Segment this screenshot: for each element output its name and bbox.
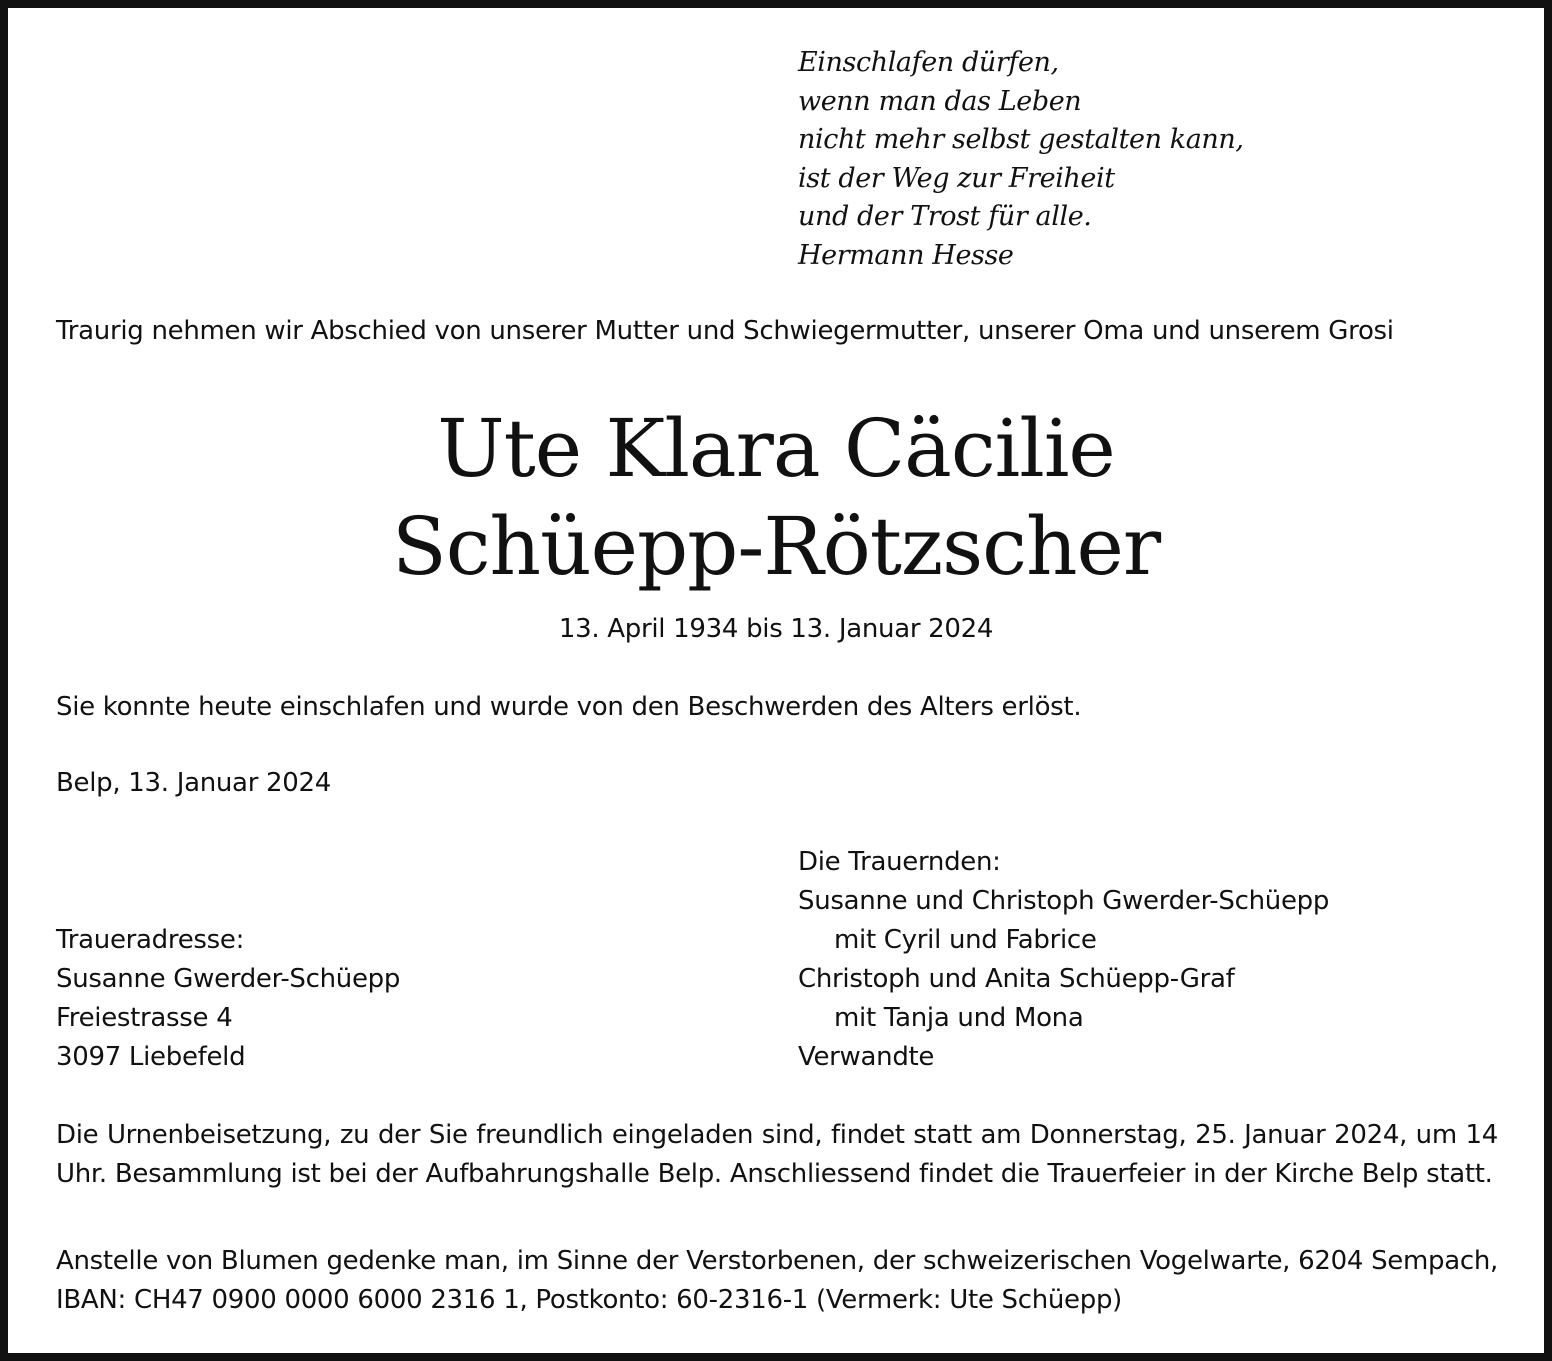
poem-author: Hermann Hesse	[798, 239, 1014, 271]
poem-line: wenn man das Leben	[798, 85, 1082, 117]
intro-text: Traurig nehmen wir Abschied von unserer Mutter und Schwiegermutter, unserer Oma und unserem Grosi	[56, 316, 1394, 346]
mourner-line: Christoph und Anita Schüepp-Graf	[798, 964, 1235, 994]
mourning-address-name: Susanne Gwerder-Schüepp	[56, 964, 401, 994]
poem-line: Einschlafen dürfen,	[798, 47, 1059, 78]
life-dates: 13. April 1934 bis 13. Januar 2024	[558, 614, 994, 644]
mourner-line: Susanne und Christoph Gwerder-Schüepp	[798, 886, 1330, 916]
place-date: Belp, 13. Januar 2024	[56, 768, 332, 798]
poem-block	[798, 44, 1244, 275]
burial-notice: Die Urnenbeisetzung, zu der Sie freundlich eingeladen sind, findet statt am Donnerstag, 25. Januar 2024, um 14 Uhr. Besammlung ist bei der Aufbahrungshalle Belp. Anschliessend findet die Trauerfeier in der Kirche Belp statt.	[56, 1120, 1498, 1189]
mourning-address-street: Freiestrasse 4	[56, 1003, 233, 1033]
mourners-list	[798, 843, 1329, 1077]
deceased-first-names: Ute Klara Cäcilie	[437, 402, 1115, 495]
mourning-address-heading: Traueradresse:	[56, 925, 245, 955]
poem-line: nicht mehr selbst gestalten kann,	[798, 124, 1244, 155]
mourning-address-city: 3097 Liebefeld	[56, 1042, 246, 1072]
donation-notice: Anstelle von Blumen gedenke man, im Sinne der Verstorbenen, der schweizerischen Vogelwarte, 6204 Sempach, IBAN: CH47 0900 0000 6000 2316 1, Postkonto: 60-2316-1 (Vermerk: Ute Schüepp)	[56, 1246, 1498, 1315]
deceased-surname: Schüepp-Rötzscher	[391, 500, 1161, 593]
relief-text: Sie konnte heute einschlafen und wurde von den Beschwerden des Alters erlöst.	[56, 692, 1082, 722]
mourning-address	[56, 921, 400, 1077]
mourner-line: mit Tanja und Mona	[834, 1003, 1084, 1033]
mourner-line: mit Cyril und Fabrice	[834, 925, 1097, 955]
mourner-line: Verwandte	[798, 1042, 935, 1072]
poem-line: ist der Weg zur Freiheit	[798, 162, 1115, 194]
poem-line: und der Trost für alle.	[798, 201, 1092, 232]
mourners-heading: Die Trauernden:	[798, 847, 1001, 877]
